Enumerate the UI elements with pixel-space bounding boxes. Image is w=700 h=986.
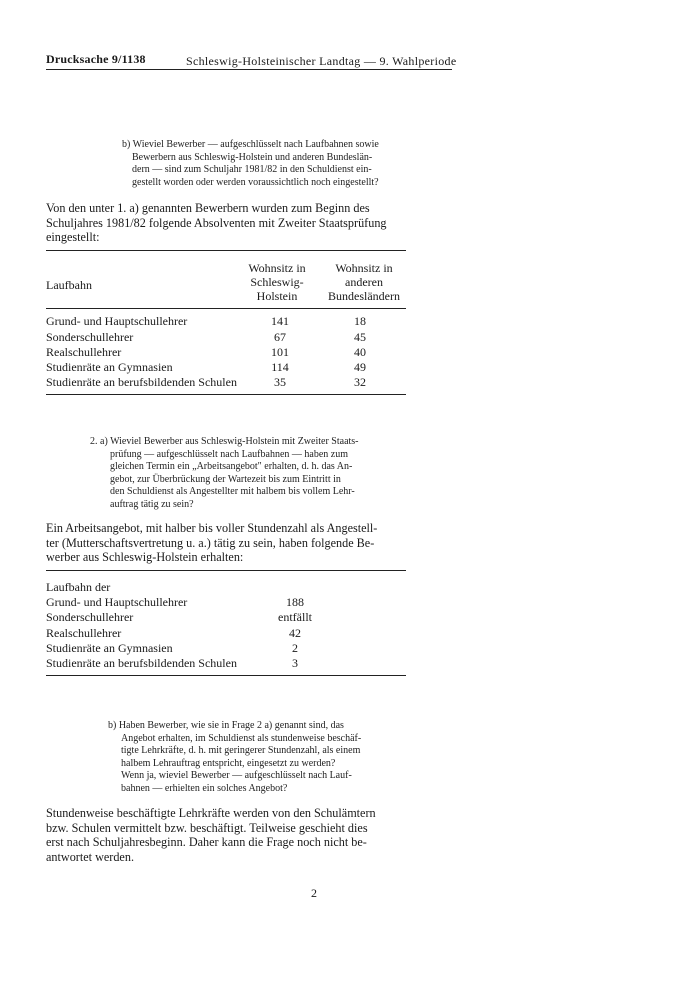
answer-line: Ein Arbeitsangebot, mit halber bis voller Stundenzahl als Angestell- xyxy=(46,521,378,535)
question-line: b) Wieviel Bewerber — aufgeschlüsselt nach Laufbahnen sowie xyxy=(122,139,379,150)
question-line: dern — sind zum Schuljahr 1981/82 in den Schuldienst ein- xyxy=(132,164,372,176)
question-2b xyxy=(108,720,412,796)
question-line: gestellt worden oder werden voraussichtlich noch eingestellt? xyxy=(132,176,379,188)
page-number: 2 xyxy=(311,886,317,900)
row-label: Studienräte an berufsbildenden Schulen xyxy=(46,375,237,389)
document-title: Schleswig-Holsteinischer Landtag — 9. Wahlperiode xyxy=(186,54,457,68)
header-line: Holstein xyxy=(256,289,298,304)
question-line: den Schuldienst als Angestellter mit halbem bis vollem Lehr- xyxy=(110,486,355,498)
question-1b xyxy=(122,139,412,189)
header-line: Wohnsitz in xyxy=(248,261,306,275)
answer-line: Stundenweise beschäftigte Lehrkräfte werden von den Schulämtern xyxy=(46,806,376,820)
row-value: 3 xyxy=(292,656,298,670)
header-line: Schleswig- xyxy=(250,275,304,290)
table-row xyxy=(46,626,406,641)
answer-1b xyxy=(46,201,416,245)
row-label: Grund- und Hauptschullehrer xyxy=(46,595,188,609)
header-line: Wohnsitz in xyxy=(335,261,393,275)
table1-col-other-header xyxy=(316,261,412,304)
question-line: tigte Lehrkräfte, d. h. mit geringerer Stundenzahl, als einem xyxy=(121,745,361,757)
value-other-states: 49 xyxy=(354,360,366,374)
value-schleswig-holstein: 141 xyxy=(271,314,289,328)
row-label: Studienräte an berufsbildenden Schulen xyxy=(46,656,237,670)
answer-line: Schuljahres 1981/82 folgende Absolventen mit Zweiter Staatsprüfung xyxy=(46,215,387,230)
table1-header-rule xyxy=(46,308,406,309)
row-label: Realschullehrer xyxy=(46,626,122,640)
question-line: 2. a) Wieviel Bewerber aus Schleswig-Holstein mit Zweiter Staats- xyxy=(90,436,359,447)
document-number: Drucksache 9/1138 xyxy=(46,52,146,66)
answer-2b xyxy=(46,806,416,864)
row-label: Realschullehrer xyxy=(46,345,122,359)
answer-line: werber aus Schleswig-Holstein erhalten: xyxy=(46,550,244,565)
table-row xyxy=(46,375,406,390)
question-line: bahnen — erhielten ein solches Angebot? xyxy=(121,782,288,794)
table-row xyxy=(46,656,406,671)
question-line: Wenn ja, wieviel Bewerber — aufgeschlüsselt nach Lauf- xyxy=(121,770,352,782)
value-schleswig-holstein: 67 xyxy=(274,330,286,344)
table1-col-sh-header xyxy=(232,261,322,304)
table-row xyxy=(46,360,406,375)
table-row xyxy=(46,314,406,329)
table-row xyxy=(46,595,406,610)
table2-bottom-rule xyxy=(46,675,406,676)
value-schleswig-holstein: 114 xyxy=(271,360,289,374)
table1-col-label: Laufbahn xyxy=(46,278,92,292)
table-row xyxy=(46,345,406,360)
question-line: prüfung — aufgeschlüsselt nach Laufbahnen — haben zum xyxy=(110,448,348,460)
table-row xyxy=(46,330,406,345)
row-value: 188 xyxy=(286,595,304,609)
table-row xyxy=(46,641,406,656)
table1-top-rule xyxy=(46,250,406,251)
row-value: 2 xyxy=(292,641,298,655)
value-other-states: 40 xyxy=(354,345,366,359)
question-line: Bewerbern aus Schleswig-Holstein und anderen Bundeslän- xyxy=(132,151,373,163)
value-schleswig-holstein: 35 xyxy=(274,375,286,389)
header-rule xyxy=(46,69,452,70)
question-line: gebot, zur Überbrückung der Wartezeit bis zum Eintritt in xyxy=(110,473,341,485)
answer-line: ter (Mutterschaftsvertretung u. a.) tätig zu sein, haben folgende Be- xyxy=(46,535,375,550)
question-line: Angebot erhalten, im Schuldienst als stundenweise beschäf- xyxy=(121,732,362,744)
row-label: Studienräte an Gymnasien xyxy=(46,641,173,655)
row-label: Sonderschullehrer xyxy=(46,330,134,344)
table2-top-rule xyxy=(46,570,406,571)
header-line: Bundesländern xyxy=(328,289,400,304)
value-schleswig-holstein: 101 xyxy=(271,345,289,359)
question-line: gleichen Termin ein „Arbeitsangebot" erhalten, d. h. das An- xyxy=(110,461,353,473)
row-value: 42 xyxy=(289,626,301,640)
question-2a xyxy=(90,436,412,512)
answer-line: bzw. Schulen vermittelt bzw. beschäftigt. Teilweise geschieht dies xyxy=(46,820,368,835)
row-value: entfällt xyxy=(278,610,312,624)
table1-bottom-rule xyxy=(46,394,406,395)
value-other-states: 45 xyxy=(354,330,366,344)
row-label: Grund- und Hauptschullehrer xyxy=(46,314,188,328)
answer-2a xyxy=(46,521,416,565)
answer-line: eingestellt: xyxy=(46,230,100,245)
header-line: anderen xyxy=(345,275,383,290)
question-line: halbem Lehrauftrag entspricht, eingesetzt zu werden? xyxy=(121,757,336,769)
table-row xyxy=(46,610,406,625)
row-label: Studienräte an Gymnasien xyxy=(46,360,173,374)
answer-line: erst nach Schuljahresbeginn. Daher kann die Frage noch nicht be- xyxy=(46,835,367,850)
value-other-states: 32 xyxy=(354,375,366,389)
row-label: Sonderschullehrer xyxy=(46,610,134,624)
answer-line: antwortet werden. xyxy=(46,849,134,864)
question-line: b) Haben Bewerber, wie sie in Frage 2 a) genannt sind, das xyxy=(108,720,344,731)
question-line: auftrag tätig zu sein? xyxy=(110,498,194,510)
table2-heading: Laufbahn der xyxy=(46,580,111,594)
value-other-states: 18 xyxy=(354,314,366,328)
answer-line: Von den unter 1. a) genannten Bewerbern wurden zum Beginn des xyxy=(46,201,370,215)
